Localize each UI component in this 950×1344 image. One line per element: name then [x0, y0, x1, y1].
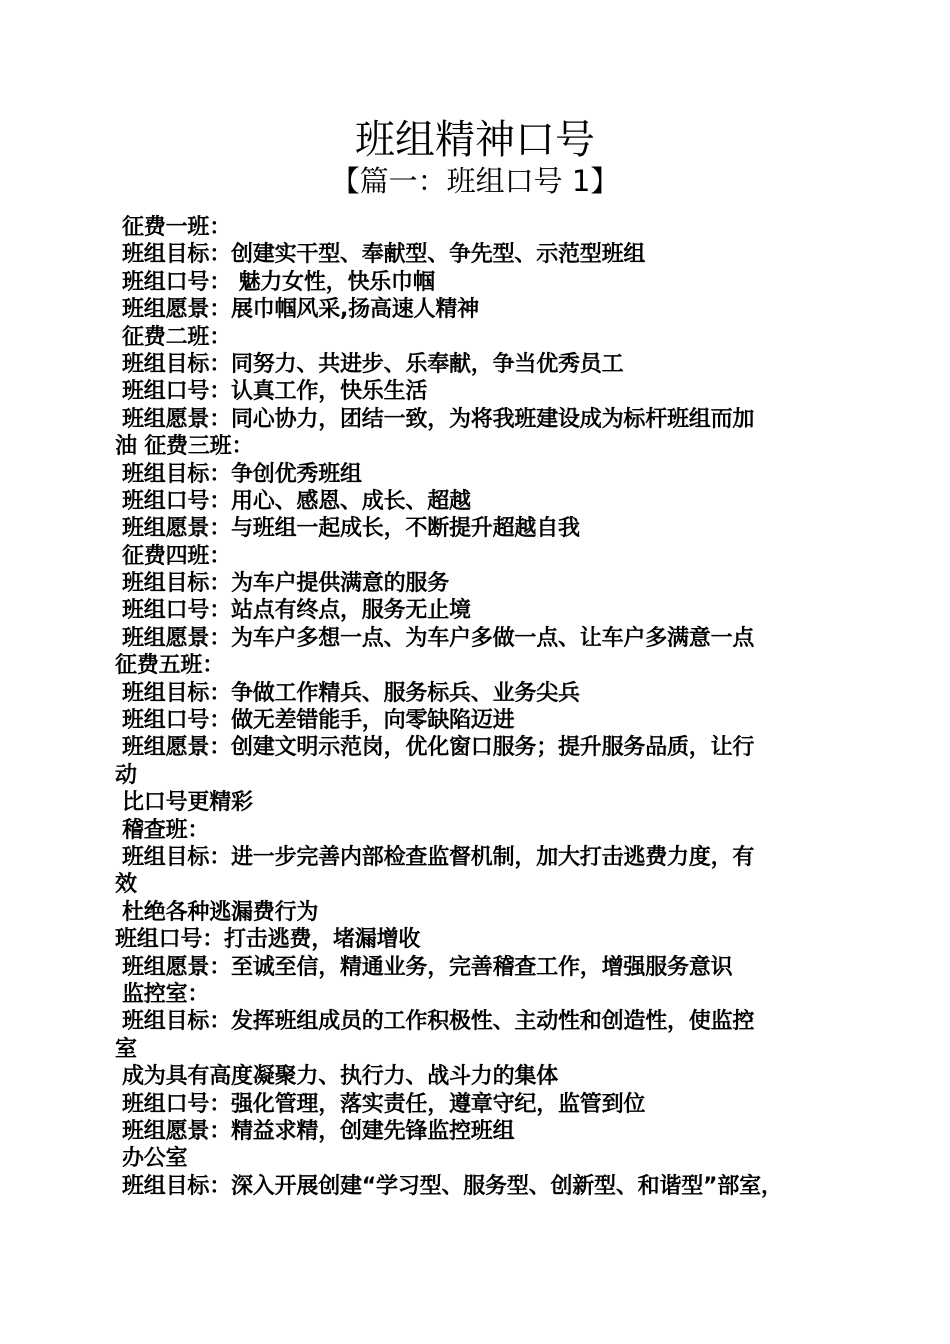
document-title: 班组精神口号	[355, 117, 595, 163]
text-line: 班组口号：打击逃费，堵漏增收	[115, 927, 421, 953]
text-line: 班组愿景：展巾帼风采,扬高速人精神	[122, 297, 479, 323]
text-line: 班组口号：强化管理，落实责任，遵章守纪，监管到位	[122, 1091, 646, 1117]
text-line: 班组目标：争做工作精兵、服务标兵、业务尖兵	[122, 680, 580, 706]
text-line: 室	[115, 1036, 137, 1062]
text-line: 班组目标：创建实干型、奉献型、争先型、示范型班组	[122, 242, 646, 268]
text-line: 效	[115, 872, 137, 898]
text-line: 比口号更精彩	[122, 790, 253, 816]
text-line: 动	[115, 762, 137, 788]
text-line: 稽查班：	[122, 817, 210, 843]
text-line: 杜绝各种逃漏费行为	[122, 899, 319, 925]
text-line: 监控室：	[122, 981, 210, 1007]
text-line: 征费五班：	[115, 653, 225, 679]
text-line: 班组愿景：为车户多想一点、为车户多做一点、让车户多满意一点	[122, 625, 755, 651]
text-line: 班组口号：站点有终点，服务无止境	[122, 598, 471, 624]
text-line: 班组目标：同努力、共进步、乐奉献，争当优秀员工	[122, 351, 624, 377]
text-line: 班组愿景：至诚至信，精通业务，完善稽查工作，增强服务意识	[122, 954, 733, 980]
text-line: 征费二班：	[122, 324, 232, 350]
text-line: 班组目标：深入开展创建“学习型、服务型、创新型、和谐型”部室，	[122, 1173, 783, 1199]
text-line: 成为具有高度凝聚力、执行力、战斗力的集体	[122, 1064, 559, 1090]
text-line: 办公室	[122, 1146, 188, 1172]
text-line: 班组愿景：创建文明示范岗，优化窗口服务；提升服务品质，让行	[122, 735, 755, 761]
document-body	[0, 214, 950, 1200]
text-line: 班组愿景：与班组一起成长，不断提升超越自我	[122, 516, 580, 542]
text-line: 征费一班：	[122, 215, 232, 240]
text-line: 班组口号：用心、感恩、成长、超越	[122, 488, 471, 514]
text-line: 班组目标：争创优秀班组	[122, 461, 362, 487]
text-line: 班组目标：发挥班组成员的工作积极性、主动性和创造性，使监控	[122, 1009, 755, 1035]
text-line: 征费四班：	[122, 543, 232, 569]
document-subtitle: 【篇一：班组口号 1】	[330, 164, 620, 198]
text-line: 班组口号：认真工作，快乐生活	[122, 379, 428, 405]
text-line: 油 征费三班：	[115, 434, 254, 460]
text-line: 班组口号： 魅力女性，快乐巾帼	[122, 269, 435, 295]
text-line: 班组愿景：同心协力，团结一致，为将我班建设成为标杆班组而加	[122, 406, 755, 432]
text-line: 班组目标：为车户提供满意的服务	[122, 571, 450, 597]
text-line: 班组口号：做无差错能手，向零缺陷迈进	[122, 708, 515, 734]
text-line: 班组目标：进一步完善内部检查监督机制，加大打击逃费力度，有	[122, 844, 755, 870]
text-line: 班组愿景：精益求精，创建先锋监控班组	[122, 1118, 515, 1144]
